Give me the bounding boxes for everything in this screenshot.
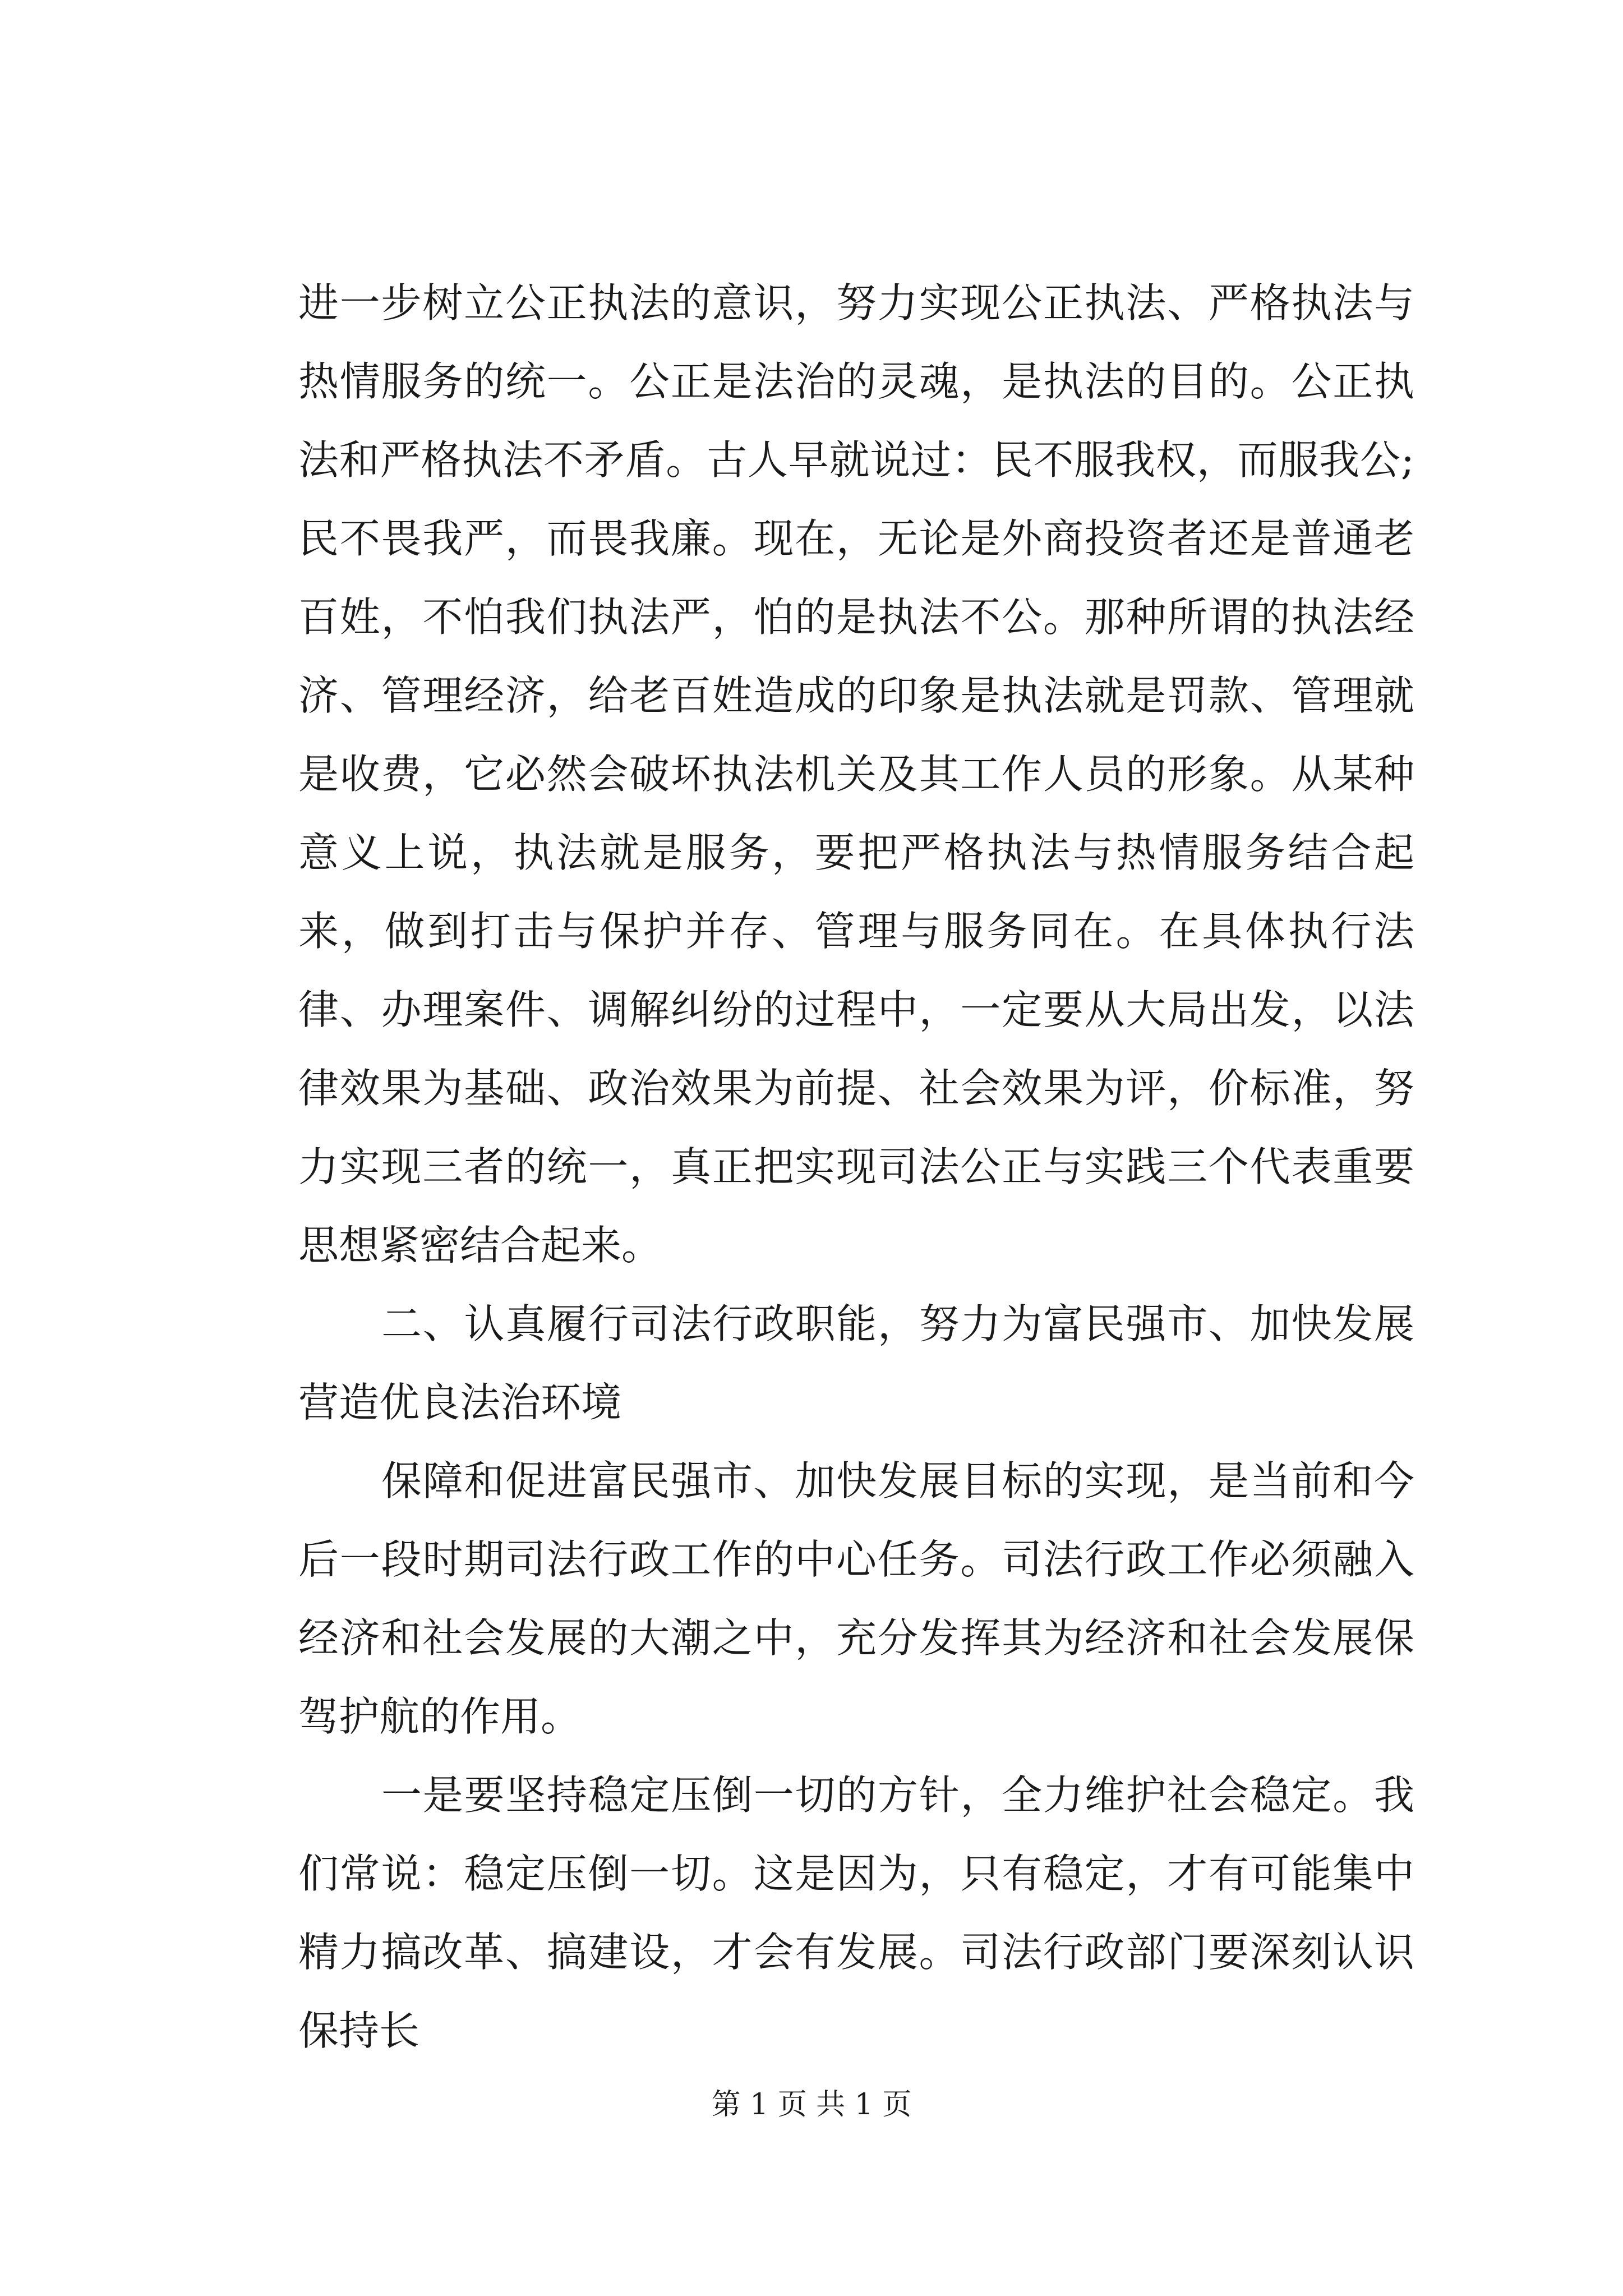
paragraph: 一是要坚持稳定压倒一切的方针，全力维护社会稳定。我们常说：稳定压倒一切。这是因为，只有稳定，才有可能集中精力搞改革、搞建设，才会有发展。司法行政部门要深刻认识保持长 xyxy=(298,1772,1414,2054)
page-footer: 第 1 页 共 1 页 xyxy=(711,2088,912,2122)
paragraph: 保障和促进富民强市、加快发展目标的实现，是当前和今后一段时期司法行政工作的中心任务。司法行政工作必须融入经济和社会发展的大潮之中，充分发挥其为经济和社会发展保驾护航的作用。 xyxy=(298,1457,1414,1740)
paragraph-continuation: 进一步树立公正执法的意识，努力实现公正执法、严格执法与热情服务的统一。公正是法治的灵魂，是执法的目的。公正执法和严格执法不矛盾。古人早就说过：民不服我权，而服我公;民不畏我严，而畏我廉。现在，无论是外商投资者还是普通老百姓，不怕我们执法严，怕的是执法不公。那种所谓的执法经济、管理经济，给老百姓造成的印象是执法就是罚款、管理就是收费，它必然会破坏执法机关及其工作人员的形象。从某种意义上说，执法就是服务，要把严格执法与热情服务结合起来，做到打击与保护并存、管理与服务同在。在具体执行法律、办理案件、调解纠纷的过程中，一定要从大局出发，以法律效果为基础、政治效果为前提、社会效果为评，价标准，努力实现三者的统一，真正把实现司法公正与实践三个代表重要思想紧密结合起来。 xyxy=(298,279,1414,1269)
section-heading: 二、认真履行司法行政职能，努力为富民强市、加快发展营造优良法治环境 xyxy=(298,1300,1414,1426)
document-body xyxy=(298,264,1414,2070)
